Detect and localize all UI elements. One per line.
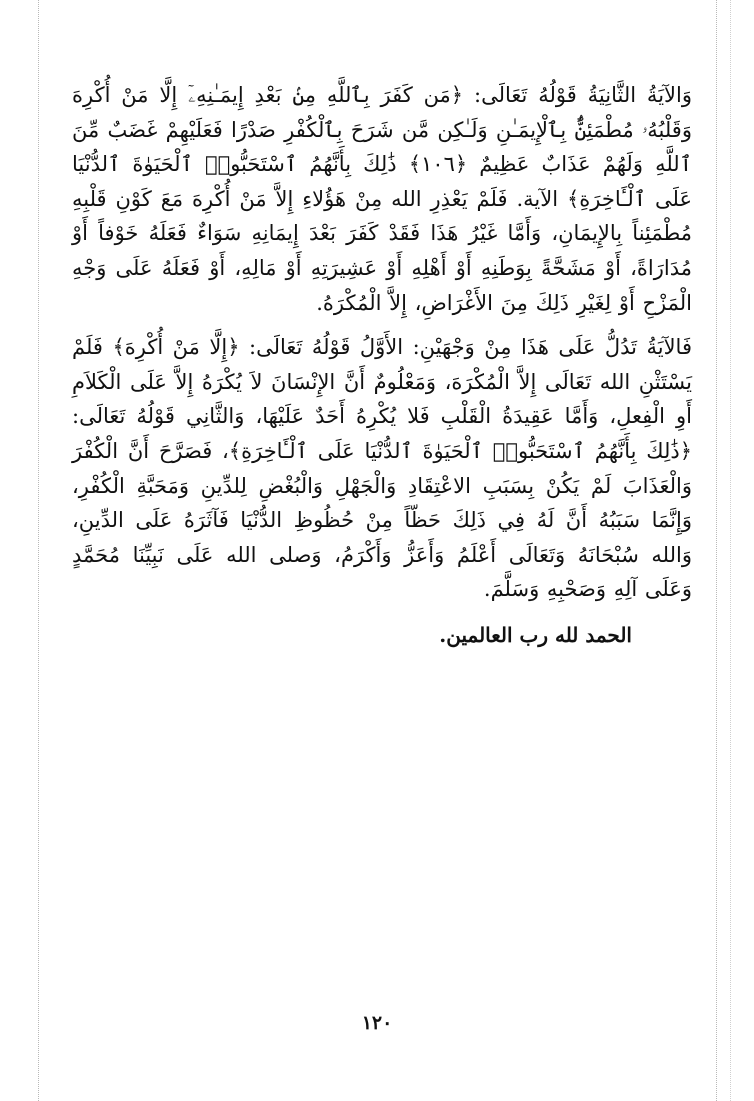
- paragraph-verse-explanation: فَالآيَةُ تَدُلُّ عَلَى هَذَا مِنْ وَجْهَيْنِ: الأَوَّلُ قَوْلُهُ تَعَالَى: ﴿إِلَّا مَنْ أُكْرِهَ﴾ فَلَمْ يَسْتَثْنِ الله تَعَالَى إِلاَّ الْمُكْرَهَ، وَمَعْلُومٌ أَنَّ الإِنْسَانَ لاَ يُكْرَهُ إِلاَّ عَلَى الْكَلاَمِ أَوِ الْفِعلِ، وَأَمَّا عَقِيدَةُ الْقَلْبِ فَلا يُكْرِهُ أَحَدٌ عَلَيْهَا، وَالثَّانِي قَوْلُهُ تَعَالَى: ﴿ذَٰلِكَ بِأَنَّهُمُ ٱسْتَحَبُّوا۟ ٱلْحَيَوٰةَ ٱلدُّنْيَا عَلَى ٱلْـَٔاخِرَةِ﴾، فَصَرَّحَ أَنَّ الْكُفْرَ وَالْعَذَابَ لَمْ يَكُنْ بِسَبَبِ الاعْتِقَادِ وَالْجَهْلِ وَالْبُغْضِ لِلدِّينِ وَمَحَبَّةِ الْكُفْرِ، وَإِنَّمَا سَبَبُهُ أَنَّ لَهُ فِي ذَلِكَ حَظّاً مِنْ حُظُوظِ الدُّنْيَا فَآثَرَهُ عَلَى الدِّينِ، وَالله سُبْحَانَهُ وَتَعَالَى أَعْلَمُ وَأَعَزُّ وَأَكْرَمُ، وَصلى الله عَلَى نَبِيِّنَا مُحَمَّدٍ وَعَلَى آلِهِ وَصَحْبِهِ وَسَلَّمَ.: [72, 335, 692, 602]
- page-number: ١٢٠: [361, 1012, 393, 1034]
- scan-dotted-edge-right-outer: [730, 0, 731, 1101]
- closing-praise: الحمد لله رب العالمين.: [439, 622, 632, 647]
- page-body: [72, 78, 692, 651]
- paragraph-second-verse: وَالآيَةُ الثَّانِيَةُ قَوْلُهُ تَعَالَى: ﴿مَن كَفَرَ بِٱللَّهِ مِنۢ بَعْدِ إِيمَـٰنِهِۦٓ إِلَّا مَنْ أُكْرِهَ وَقَلْبُهُۥ مُطْمَئِنٌّۢ بِٱلْإِيمَـٰنِ وَلَـٰكِن مَّن شَرَحَ بِٱلْكُفْرِ صَدْرًا فَعَلَيْهِمْ غَضَبٌ مِّنَ ٱللَّهِ وَلَهُمْ عَذَابٌ عَظِيمٌ ﴿١٠٦﴾ ذَٰلِكَ بِأَنَّهُمُ ٱسْتَحَبُّوا۟ ٱلْحَيَوٰةَ ٱلدُّنْيَا عَلَى ٱلْـَٔاخِرَةِ﴾ الآية. فَلَمْ يَعْذِرِ الله مِنْ هَؤُلاءِ إِلاَّ مَنْ أُكْرِهَ مَعَ كَوْنِ قَلْبِهِ مُطْمَئِناً بِالإِيمَانِ، وَأَمَّا غَيْرُ هَذَا فَقَدْ كَفَرَ بَعْدَ إِيمَانِهِ سَوَاءٌ فَعَلَهُ خَوْفاً أَوْ مُدَارَاةً، أَوْ مَشَحَّةً بِوَطَنِهِ أَوْ أَهْلِهِ أَوْ عَشِيرَتِهِ أَوْ مَالِهِ، أَوْ فَعَلَهُ عَلَى وَجْهِ الْمَزْحِ أَوْ لِغَيْرِ ذَلِكَ مِنَ الأَغْرَاضِ، إِلاَّ الْمُكْرَهُ.: [72, 83, 692, 315]
- scan-dotted-edge-right: [716, 0, 717, 1101]
- scan-dotted-edge-left: [38, 0, 39, 1101]
